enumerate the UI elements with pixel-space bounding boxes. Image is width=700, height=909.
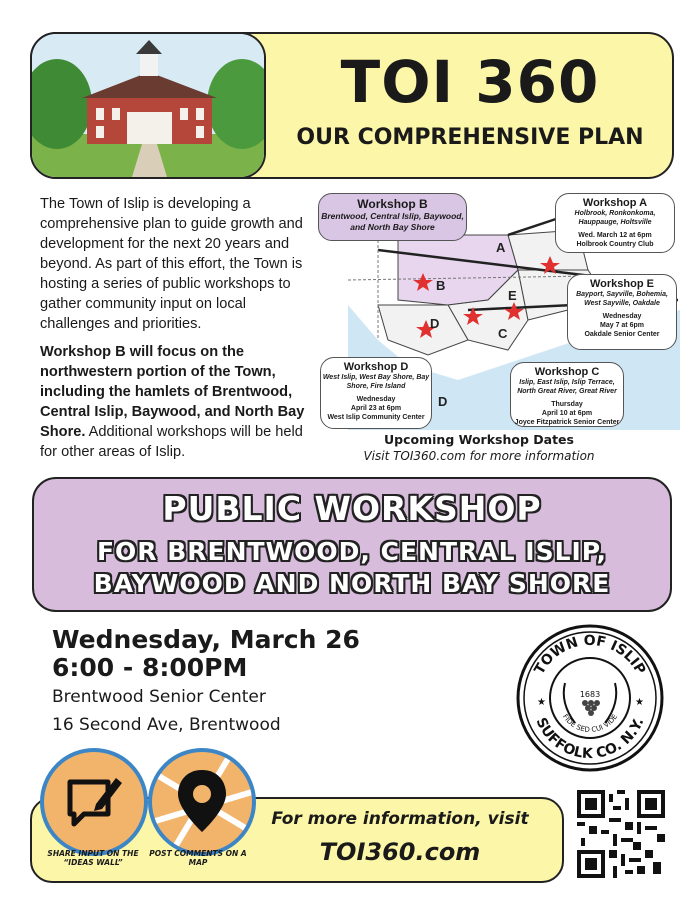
workshop-a-box <box>555 193 675 253</box>
town-hall-photo <box>30 32 266 179</box>
seal-star-left-icon: ★ <box>537 697 546 708</box>
seal-year: 1683 <box>579 690 601 699</box>
ideas-wall-label: SHARE INPUT ON THE “IDEAS WALL” <box>47 849 139 867</box>
workshop-e-venue: Oakdale Senior Center <box>584 331 660 338</box>
seal-motto: FIDE SED CUI VIDE <box>560 712 620 734</box>
workshop-b-title: Workshop B <box>357 197 428 211</box>
workshop-c-day: Thursday <box>551 401 583 408</box>
map-caption-link[interactable]: Visit TOI360.com for more information <box>363 449 595 463</box>
seal-top-text: TOWN OF ISLIP <box>531 632 649 678</box>
town-seal <box>515 623 665 773</box>
banner-line-3: BAYWOOD AND NORTH BAY SHORE <box>93 569 611 598</box>
workshop-c-hamlets: Islip, East Islip, Islip Terrace, North Great River, Great River <box>517 379 617 395</box>
workshop-d-venue: West Islip Community Center <box>327 414 425 421</box>
workshop-c-box <box>510 362 624 427</box>
map-comment-label: POST COMMENTS ON A MAP <box>149 849 247 867</box>
workshop-b-rest: Additional workshops will be held for other areas of Islip. <box>40 424 303 460</box>
workshop-d-box <box>320 357 432 429</box>
region-label-d-south: D <box>438 394 448 409</box>
seal-star-right-icon: ★ <box>635 697 644 708</box>
seal-bottom-text: SUFFOLK CO. N.Y. <box>532 715 648 763</box>
qr-code[interactable] <box>577 790 665 878</box>
banner-line-2: FOR BRENTWOOD, CENTRAL ISLIP, <box>96 537 608 566</box>
workshop-e-title: Workshop E <box>590 278 654 290</box>
ideas-wall-circle <box>40 748 148 856</box>
workshop-c-title: Workshop C <box>534 366 600 378</box>
region-label-a: A <box>496 240 506 255</box>
workshop-a-hamlets: Holbrook, Ronkonkoma, Hauppauge, Holtsville <box>574 210 656 226</box>
workshop-d-hamlets: West Islip, West Bay Shore, Bay Shore, Fire Island <box>322 374 430 390</box>
event-venue: Brentwood Senior Center <box>52 687 266 707</box>
banner-title: PUBLIC WORKSHOP <box>162 489 542 528</box>
workshop-a-date: Wed. March 12 at 6pm <box>578 232 652 239</box>
intro-paragraph: The Town of Islip is developing a comprehensive plan to guide growth and development for the next 20 years and beyond. As part of this effort, the Town is hosting a series of public workshops to gather community input on local challenges and priorities. <box>40 196 303 332</box>
chat-bubble-icon <box>44 752 144 852</box>
workshop-a-venue: Holbrook Country Club <box>576 241 654 248</box>
page-title: TOI 360 <box>340 48 600 116</box>
footer-info-text: For more information, visit <box>271 809 529 829</box>
workshop-c-venue: Joyce Fitzpatrick Senior Center <box>514 419 620 426</box>
workshop-a-title: Workshop A <box>582 197 648 209</box>
region-label-e: E <box>508 288 517 303</box>
workshop-e-box <box>567 274 677 350</box>
map-pin-icon <box>152 752 252 852</box>
workshop-e-day: Wednesday <box>602 313 642 320</box>
event-address: 16 Second Ave, Brentwood <box>52 715 281 735</box>
workshop-e-date: May 7 at 6pm <box>600 322 644 329</box>
workshop-d-date: April 23 at 6pm <box>350 405 402 412</box>
page-subtitle: OUR COMPREHENSIVE PLAN <box>296 125 644 150</box>
region-label-b: B <box>436 278 446 293</box>
workshop-b-box <box>318 193 467 241</box>
workshop-e-hamlets: Bayport, Sayville, Bohemia, West Sayville, Oakdale <box>576 291 668 307</box>
workshop-d-day: Wednesday <box>356 396 396 403</box>
map-caption-title: Upcoming Workshop Dates <box>384 432 574 447</box>
workshop-d-title: Workshop D <box>343 361 409 373</box>
workshop-b-paragraph <box>40 342 305 462</box>
workshop-b-bold: Workshop B will focus on the northwestern portion of the Town, including the hamlets of Brentwood, Central Islip, Baywood, and North Bay Shore. <box>40 344 305 440</box>
workshop-b-hamlets: Brentwood, Central Islip, Baywood, and North Bay Shore <box>321 211 464 232</box>
footer-url-link[interactable]: TOI360.com <box>319 838 481 866</box>
region-label-d: D <box>430 316 440 331</box>
region-label-c: C <box>498 326 508 341</box>
workshop-c-date: April 10 at 6pm <box>541 410 593 417</box>
map-comment-circle <box>148 748 256 856</box>
event-date: Wednesday, March 26 <box>52 625 360 654</box>
event-time: 6:00 - 8:00PM <box>52 653 248 682</box>
